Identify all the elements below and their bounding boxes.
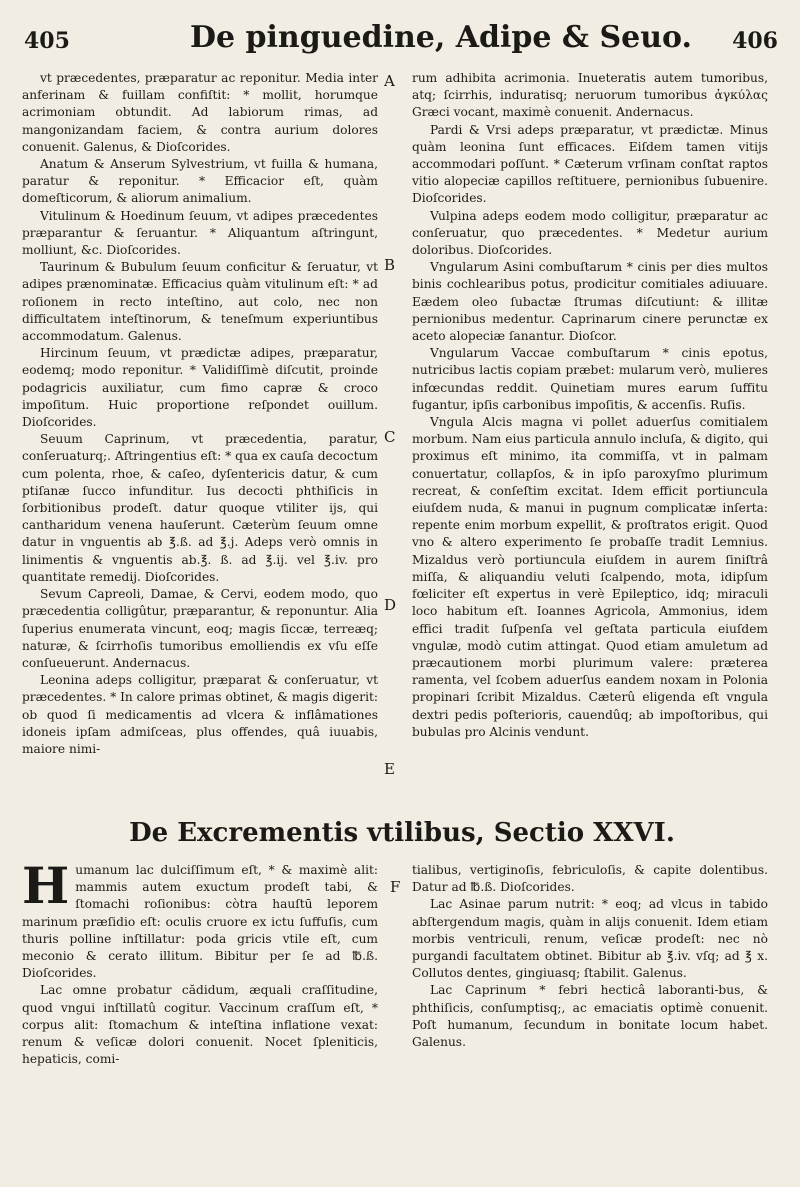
paragraph [22,856,378,982]
paragraph: Leonina adeps colligitur, præparat & conſeruatur, vt præcedentes. * In calore primas obtinet, & magis digerit: ob quod ſi medicamentis ad vlcera & inflâmationes idoneis ipſam admiſceas, plus offendes, quâ iuuabis, maiore nimi- [22,673,378,756]
paragraph-text: umanum lac dulciſſimum eſt, * & maximè alit: mammis autem exuctum prodeſt tabi, & ſtomachi roſionibus: còtra hauſtū leporem marinum præſidio eſt: oculis cruore ex ictu ſuffuſis, cum thuris polline inſtillatur: poda gricis vtile eſt, cum meconio & cerato illitum. Bibitur per ſe ad ℔.ß. Dioſcorides. [22,863,378,981]
page-number-left: 405 [24,28,70,54]
left-column [22,70,378,758]
paragraph: Taurinum & Bubulum ſeuum conficitur & ſeruatur, vt adipes prænominatæ. Efficacius quàm vitulinum eſt: * ad roſionem in recto inteſtino, aut colo, nec non difficultatem inteſtinorum, & teneſmum experiuntibus accommodatum. Galenus. [22,260,378,344]
paragraph: Hircinum ſeuum, vt prædictæ adipes, præparatur, eodemq; modo reponitur. * Validiſſimè diſcutit, proinde podagricis auxiliatur, cum fimo capræ & croco impoſitum. Huic proportione reſpondet ouillum. Dioſcorides. [22,346,378,430]
paragraph: Vulpina adeps eodem modo colligitur, præparatur ac conſeruatur, quo præcedentes. * Medetur aurium doloribus. Dioſcorides. [412,208,768,258]
paragraph: Anatum & Anserum Sylvestrium, vt fuilla & humana, paratur & reponitur. * Efficacior eſt, quàm domeſticorum, & aliorum animalium. [22,157,378,206]
paragraph: Vngula Alcis magna vi pollet aduerſus comitialem morbum. Nam eius particula annulo incluſa, & digito, qui proximus eſt minimo, ita commiſſa, vt in palmam conuertatur, collapſos, & in ipſo paroxyſmo plurimum recreat, & conſeſtim excitat. Idem efficit portiuncula eiuſdem nuda, & manui in pugnum complicatæ inſerta: repente enim morbum expellit, & proſtratos erigit. Quod vno & altero experimento ſe probaſſe tradit Lemnius. Mizaldus verò portiuncula eiuſdem in aurem ſiniſtrâ miſſa, & aliquandiu veluti ſcalpendo, mota, idipſum fœliciter eſt expertus in verè Epileptico, idq; miraculi loco habitum eſt. Ioannes Agricola, Ammonius, idem effici tradit ſuſpenſa vel geſtata particula eiuſdem vngulæ, modò cutim attingat. Quod etiam amuletum ad præcautionem morbi plurimum valere: præterea ramenta, vel ſcobem aduerſus eandem noxam in Polonia propinari ſcribit Mizaldus. Cæterû eligenda eſt vngula dextri pedis poſterioris, cauendûq; ab impoſtoribus, qui bubulas pro Alcinis vendunt. [412,415,768,739]
page-title: De pinguedine, Adipe & Seuo. [190,20,692,55]
drop-cap: H [22,856,70,915]
paragraph: rum adhibita acrimonia. Inueteratis autem tumoribus, atq; ſcirrhis, induratisq; neruorum tumoribus ἀγκύλας Græci vocant, maximè conuenit. Andernacus. [412,71,768,120]
right-column [412,70,768,741]
paragraph: Vngularum Vaccae combuſtarum * cinis epotus, nutricibus lactis copiam præbet: mularum verò, mulieres infœcundas reddit. Quinetiam mures earum ſuffitu fugantur, ipſis carbonibus impoſitis, & accenſis. Ruſis. [412,346,768,412]
paragraph: Vitulinum & Hoedinum ſeuum, vt adipes præcedentes præparantur & ſeruantur. * Aliquantum aſtringunt, molliunt, &c. Dioſcorides. [22,208,378,258]
page-number-right: 406 [732,28,778,54]
paragraph: Lac Asinae parum nutrit: * eoq; ad vlcus in tabido abſtergendum magis, quàm in alijs conuenit. Idem etiam morbis ventriculi, renum, veſicæ prodeſt: nec nò purgandi facultatem obtinet. Bibitur ab ℥.iv. vſq; ad ℥ x. Collutos dentes, gingiuasq; ſtabilit. Galenus. [412,897,768,981]
paragraph: tialibus, vertiginoſis, febriculoſis, & capite dolentibus. Datur ad ℔.ß. Dioſcorides. [412,863,768,895]
margin-letter: E [384,760,395,778]
paragraph: Sevum Capreoli, Damae, & Cervi, eodem modo, quo præcedentia colligûtur, præparantur, & reponuntur. Alia ſuperius enumerata vincunt, eoq; magis ſiccæ, terreæq; naturæ, & ſcirrhoſis tumoribus emolliendis ex vſu eſſe conſueuerunt. Andernacus. [22,587,378,670]
margin-section-letters [378,60,408,820]
paragraph: Vngularum Asini combuſtarum * cinis per dies multos binis cochlearibus potus, prodicitur comitiales adiuuare. Eædem oleo ſubactæ ſtrumas diſcutiunt: & illitæ pernionibus medentur. Caprinarum cinere perunctæ ex aceto alopeciæ ſanantur. Dioſcor. [412,260,768,344]
margin-letter: B [384,256,396,274]
paragraph: vt præcedentes, præparatur ac reponitur. Media inter anferinam & fuillam confiſtit: * mollit, horumque acrimoniam obtundit. Ad labiorum rimas, ad mangonizandam faciem, & contra aurium dolores conuenit. Galenus, & Dioſcorides. [22,71,378,154]
paragraph: Lac Caprinum * febri hecticâ laboranti-bus, & phthiſicis, conſumptisq;, ac emaciatis optimè conuenit. Poſt humanum, ſecundum in bonitate locum habet. Galenus. [412,983,768,1050]
margin-letter: D [384,596,397,614]
paragraph: Seuum Caprinum, vt præcedentia, paratur, conſeruaturq;. Aſtringentius eſt: * qua ex cauſa decoctum cum polenta, rhoe, & caſeo, dyſentericis datur, & cum ptiſanæ ſucco infunditur. Ius decocti phthiſicis in ſorbitionibus prodeſt. datur quoque vtiliter ijs, qui cantharidum venena hauſerunt. Cæterùm ſeuum omne datur in vnguentis ab ℥.ß. ad ℥.j. Adeps verò omnis in linimentis & vnguentis ab.℥. ß. ad ℥.ij. vel ℥.iv. pro quantitate remedij. Dioſcorides. [22,432,378,584]
margin-letter: A [384,72,395,90]
paragraph: Lac omne probatur cădidum, æquali craſſitudine, quod vngui inſtillatû cogitur. Vaccinum craſſum eſt, * corpus alit: ſtomachum & inteſtina inflatione vexat: renum & veſicæ dolori conuenit. Nocet ſpleniticis, hepaticis, comi- [22,983,378,1067]
section-heading: De Excrementis vtilibus, Sectio XXVI. [129,818,675,848]
section-right-column [412,862,768,1051]
margin-letter: C [384,428,396,446]
running-header [22,16,782,56]
paragraph: Pardi & Vrsi adeps præparatur, vt prædictæ. Minus quàm leonina ſunt efficaces. Eiſdem tamen vitijs accommodari poſſunt. * Cæterum vrſinam conſtat raptos vitio alopeciæ capillos reſtituere, pernionibus ſubuenire. Dioſcorides. [412,122,768,206]
section-left-column [22,856,378,1068]
margin-letter: F [390,878,401,896]
